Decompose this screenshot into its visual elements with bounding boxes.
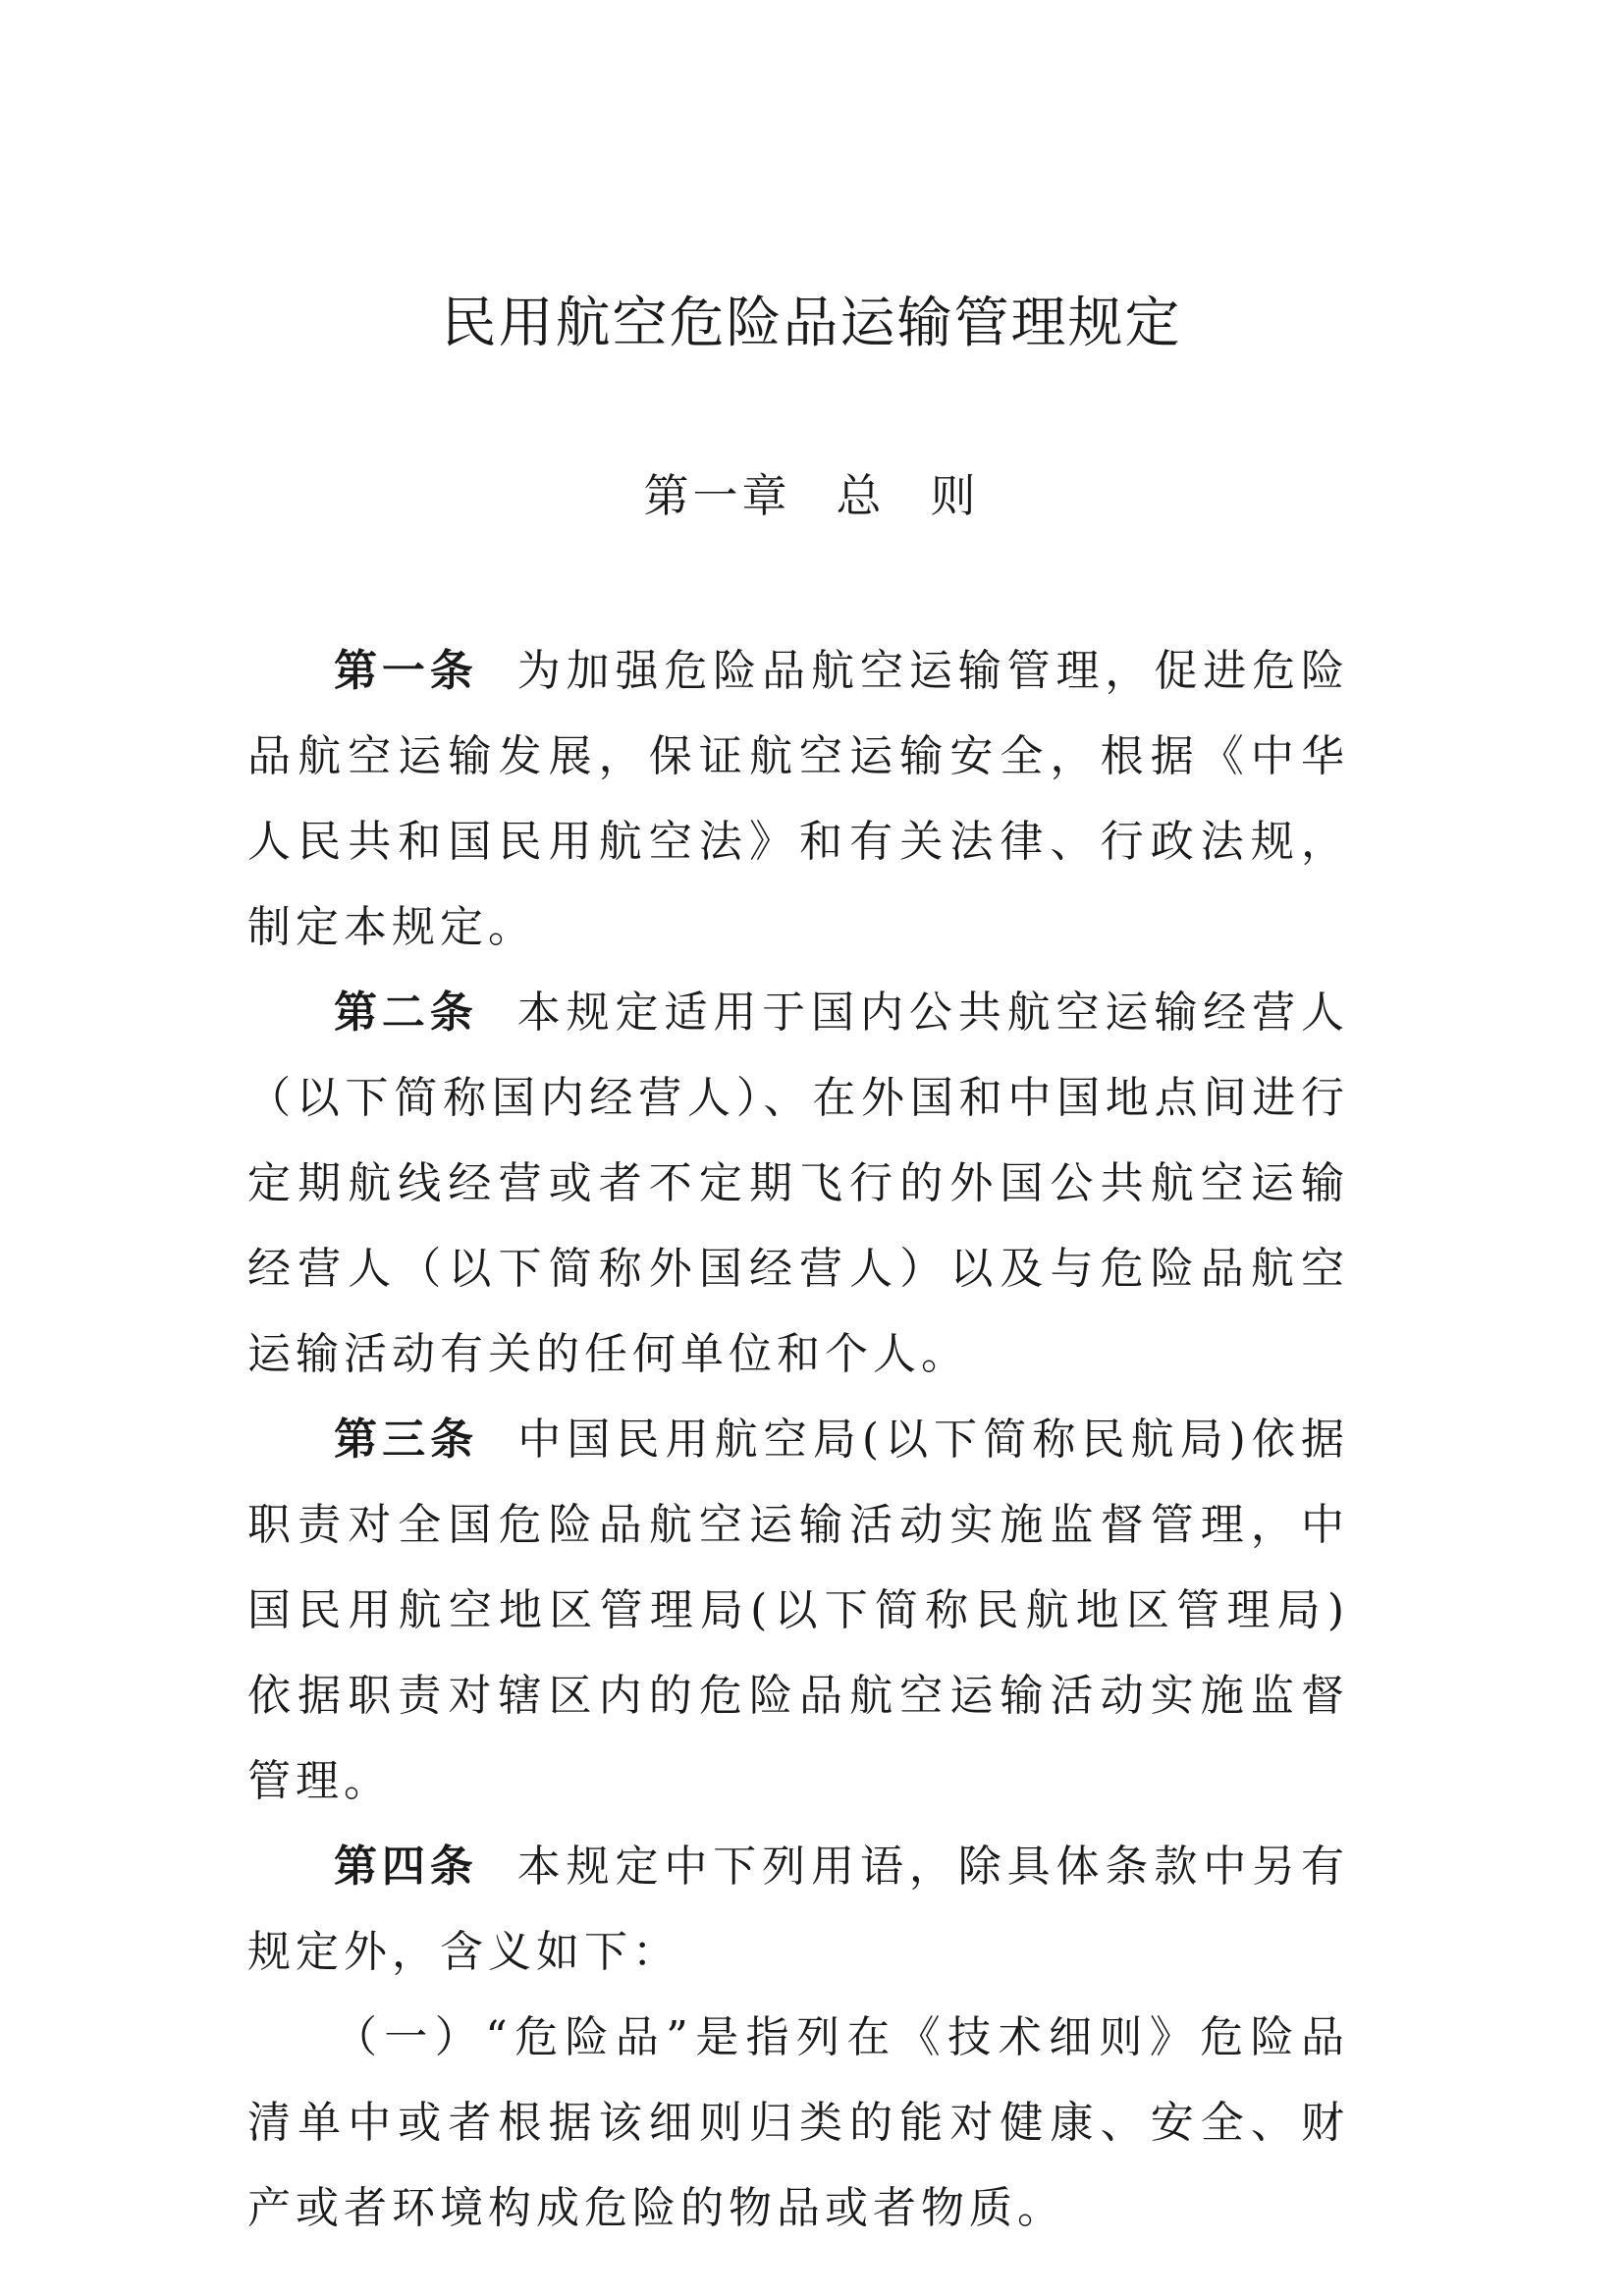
- chapter-heading: [0, 461, 1623, 530]
- article-text: 本规定适用于国内公共航空运输经营人（以下简称国内经营人）、在外国和中国地点间进行定期航线经营或者不定期飞行的外国公共航空运输经营人（以下简称外国经营人）以及与危险品航空运输活动有关的任何单位和个人。: [247, 988, 1350, 1379]
- article-label: 第四条: [334, 1842, 478, 1892]
- article-text: 本规定中下列用语，除具体条款中另有规定外，含义如下：: [247, 1842, 1350, 1977]
- article-label: 第一条: [334, 646, 478, 696]
- chapter-name-part1: 总: [836, 469, 886, 522]
- document-title: 民用航空危险品运输管理规定: [441, 292, 1182, 355]
- document-body: [247, 628, 1349, 2251]
- article-2: [247, 970, 1349, 1397]
- article-label: 第二条: [334, 988, 478, 1038]
- article-4: [247, 1824, 1349, 1995]
- article-text: 为加强危险品航空运输管理，促进危险品航空运输发展，保证航空运输安全，根据《中华人民共和国民用航空法》和有关法律、行政法规，制定本规定。: [247, 646, 1350, 952]
- article-3: [247, 1397, 1349, 1824]
- chapter-name-part2: 则: [930, 469, 980, 522]
- definition-item-1: （一）“危险品”是指列在《技术细则》危险品清单中或者根据该细则归类的能对健康、安全、财产或者环境构成危险的物品或者物质。: [247, 2012, 1349, 2233]
- article-1: [247, 628, 1349, 970]
- chapter-label: 第一章: [643, 469, 791, 522]
- article-text: 中国民用航空局(以下简称民航局)依据职责对全国危险品航空运输活动实施监督管理，中国民用航空地区管理局(以下简称民航地区管理局)依据职责对辖区内的危险品航空运输活动实施监督管理。: [247, 1415, 1349, 1806]
- article-label: 第三条: [334, 1415, 479, 1465]
